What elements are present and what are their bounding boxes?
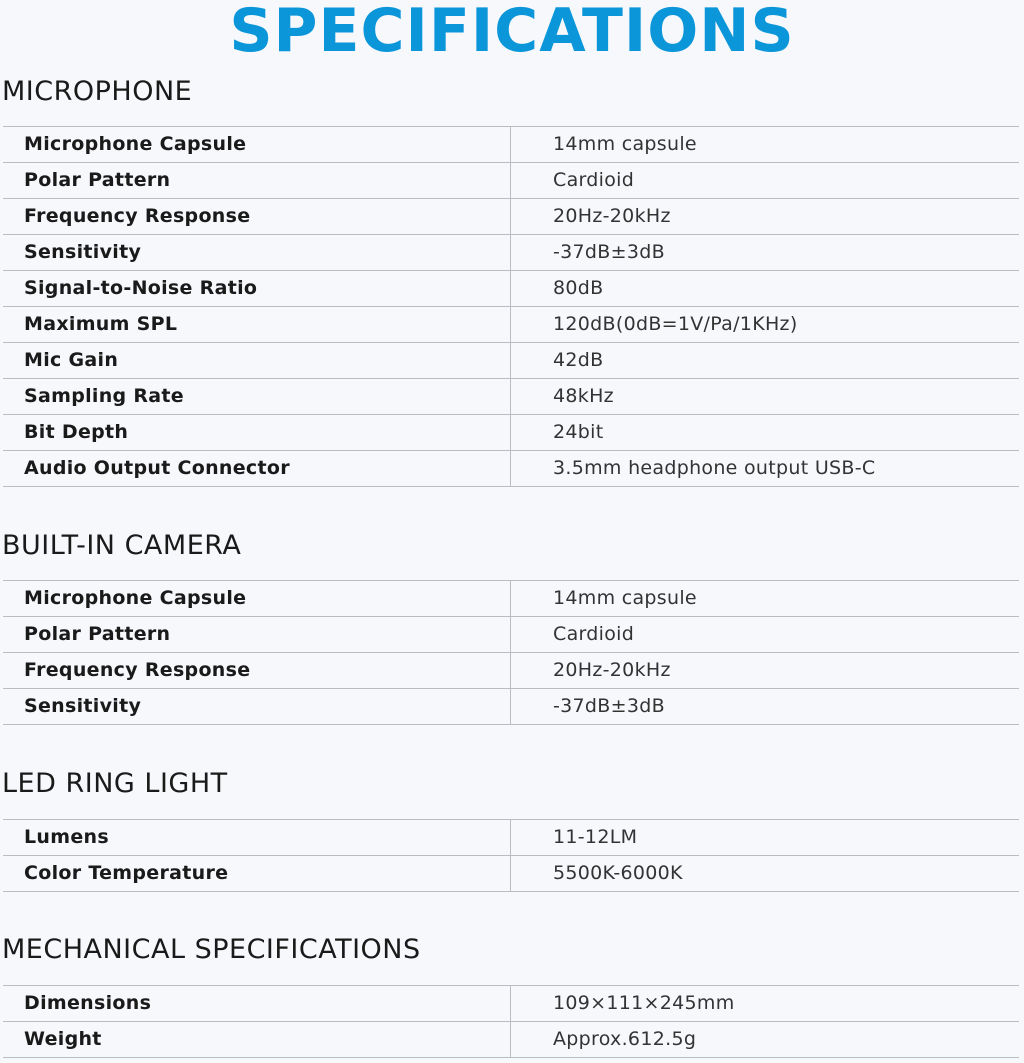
spec-label: Sensitivity — [3, 689, 511, 724]
spec-label: Bit Depth — [3, 415, 511, 450]
table-row — [3, 856, 1019, 892]
spec-label: Lumens — [3, 820, 511, 855]
table-row — [3, 271, 1019, 307]
table-row — [3, 307, 1019, 343]
spec-label: Audio Output Connector — [3, 451, 511, 486]
spec-label: Polar Pattern — [3, 163, 511, 198]
spec-label: Sensitivity — [3, 235, 511, 270]
table-row — [3, 451, 1019, 487]
spec-value: -37dB±3dB — [553, 695, 665, 717]
spec-value: Approx.612.5g — [553, 1028, 697, 1050]
table-row — [3, 343, 1019, 379]
spec-value: 3.5mm headphone output USB-C — [553, 457, 876, 479]
table-row — [3, 127, 1019, 163]
spec-value: Cardioid — [553, 169, 635, 191]
page-title: SPECIFICATIONS — [229, 0, 795, 66]
table-row — [3, 820, 1019, 856]
spec-value: 14mm capsule — [553, 587, 697, 609]
spec-label: Signal-to-Noise Ratio — [3, 271, 511, 306]
spec-value: 20Hz-20kHz — [553, 205, 671, 227]
spec-value: 14mm capsule — [553, 133, 697, 155]
spec-label: Frequency Response — [3, 653, 511, 688]
table-row — [3, 379, 1019, 415]
spec-table-mechanical-specifications — [3, 985, 1019, 1058]
table-row — [3, 689, 1019, 725]
spec-label: Sampling Rate — [3, 379, 511, 414]
spec-value: 24bit — [553, 421, 604, 443]
table-row — [3, 163, 1019, 199]
spec-value: 11-12LM — [553, 826, 638, 848]
spec-value: Cardioid — [553, 623, 635, 645]
spec-table-built-in-camera — [3, 580, 1019, 725]
section-heading-built-in-camera: BUILT-IN CAMERA — [2, 530, 242, 561]
spec-value: 48kHz — [553, 385, 614, 407]
spec-value: 20Hz-20kHz — [553, 659, 671, 681]
spec-value: 42dB — [553, 349, 604, 371]
spec-label: Mic Gain — [3, 343, 511, 378]
table-row — [3, 653, 1019, 689]
spec-value: 5500K-6000K — [553, 862, 683, 884]
spec-value: 120dB(0dB=1V/Pa/1KHz) — [553, 313, 798, 335]
table-row — [3, 199, 1019, 235]
section-heading-led-ring-light: LED RING LIGHT — [2, 768, 228, 799]
spec-label: Microphone Capsule — [3, 127, 511, 162]
spec-value: -37dB±3dB — [553, 241, 665, 263]
spec-table-led-ring-light — [3, 819, 1019, 892]
spec-label: Weight — [3, 1022, 511, 1057]
table-row — [3, 415, 1019, 451]
table-row — [3, 581, 1019, 617]
section-heading-microphone: MICROPHONE — [2, 76, 193, 107]
spec-label: Polar Pattern — [3, 617, 511, 652]
section-heading-mechanical-specifications: MECHANICAL SPECIFICATIONS — [2, 934, 421, 965]
spec-label: Frequency Response — [3, 199, 511, 234]
spec-value: 80dB — [553, 277, 604, 299]
spec-label: Dimensions — [3, 986, 511, 1021]
table-row — [3, 617, 1019, 653]
table-row — [3, 1022, 1019, 1058]
spec-table-microphone — [3, 126, 1019, 487]
spec-label: Color Temperature — [3, 856, 511, 891]
spec-label: Maximum SPL — [3, 307, 511, 342]
spec-label: Microphone Capsule — [3, 581, 511, 616]
table-row — [3, 235, 1019, 271]
table-row — [3, 986, 1019, 1022]
spec-value: 109×111×245mm — [553, 992, 735, 1014]
